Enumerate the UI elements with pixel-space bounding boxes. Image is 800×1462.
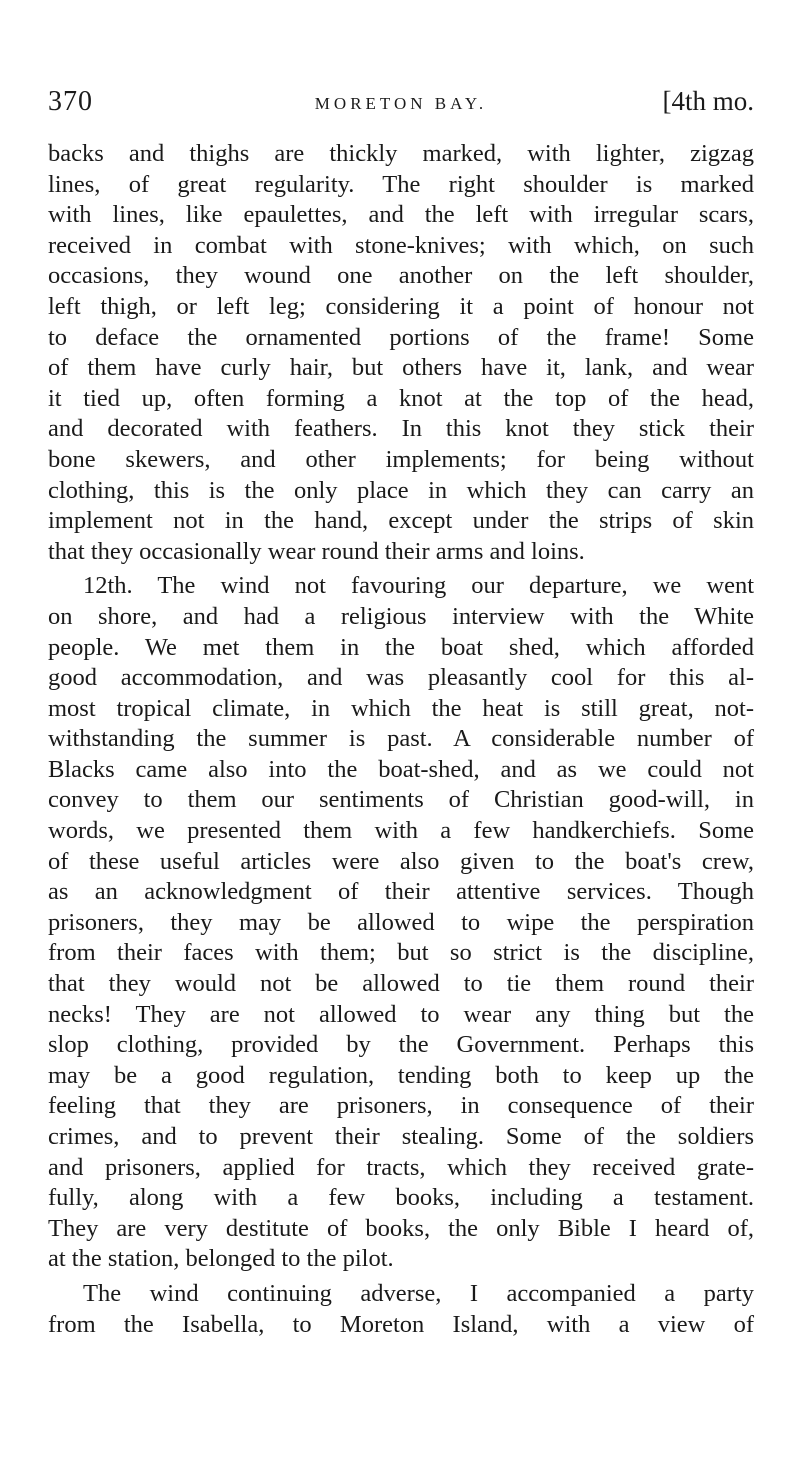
text-line: crimes, and to prevent their stealing. Some of the soldiers: [48, 1123, 754, 1150]
text-line: backs and thighs are thickly marked, with lighter, zigzag: [48, 140, 754, 167]
text-line: from their faces with them; but so strict is the discipline,: [48, 939, 754, 967]
text-line: prisoners, they may be allowed to wipe the perspiration: [48, 908, 754, 936]
text-line: The wind continuing adverse, I accompanied a party: [83, 1279, 754, 1307]
text-line: and prisoners, applied for tracts, which they received grate-: [48, 1153, 754, 1181]
text-line: that they occasionally wear round their arms and loins.: [48, 537, 585, 565]
text-line: good accommodation, and was pleasantly cool for this al-: [48, 664, 754, 692]
text-line: slop clothing, provided by the Government. Perhaps this: [48, 1031, 754, 1059]
text-line: and decorated with feathers. In this knot they stick their: [48, 415, 754, 443]
text-line: it tied up, often forming a knot at the top of the head,: [48, 384, 754, 412]
text-line: from the Isabella, to Moreton Island, with a view of: [48, 1310, 754, 1338]
text-line: implement not in the hand, except under the strips of skin: [48, 507, 754, 535]
text-line: Blacks came also into the boat-shed, and as we could not: [48, 755, 754, 783]
text-line: that they would not be allowed to tie them round their: [48, 970, 754, 998]
text-line: clothing, this is the only place in which they can carry an: [48, 476, 754, 504]
text-line: to deface the ornamented portions of the frame! Some: [48, 323, 754, 351]
text-line: bone skewers, and other implements; for being without: [48, 445, 754, 473]
section-marker: [4th mo.: [662, 86, 754, 116]
text-line: with lines, like epaulettes, and the left with irregular scars,: [48, 201, 754, 229]
paragraph-3: [48, 1279, 754, 1340]
text-line: people. We met them in the boat shed, which afforded: [48, 633, 754, 661]
text-line: at the station, belonged to the pilot.: [48, 1245, 394, 1273]
text-line: lines, of great regularity. The right shoulder is marked: [48, 170, 754, 198]
page-number: 370: [48, 86, 93, 117]
text-line: on shore, and had a religious interview with the White: [48, 602, 754, 630]
text-line: as an acknowledgment of their attentive services. Though: [48, 878, 754, 906]
text-line: most tropical climate, in which the heat is still great, not-: [48, 694, 754, 722]
text-line: of them have curly hair, but others have it, lank, and wear: [48, 354, 754, 382]
text-line: withstanding the summer is past. A considerable number of: [48, 725, 754, 753]
text-line: of these useful articles were also given to the boat's crew,: [48, 847, 754, 875]
text-line: words, we presented them with a few handkerchiefs. Some: [48, 817, 754, 845]
text-line: received in combat with stone-knives; with which, on such: [48, 231, 754, 259]
running-title: MORETON BAY.: [314, 94, 488, 113]
text-line: convey to them our sentiments of Christian good-will, in: [48, 786, 754, 814]
text-line: fully, along with a few books, including a testament.: [48, 1184, 754, 1212]
text-line: left thigh, or left leg; considering it a point of honour not: [48, 292, 754, 320]
paragraph-1: [48, 139, 754, 567]
text-line: feeling that they are prisoners, in consequence of their: [48, 1092, 754, 1120]
text-line: may be a good regulation, tending both to keep up the: [48, 1061, 754, 1089]
paragraph-2: [48, 571, 754, 1275]
text-line: necks! They are not allowed to wear any thing but the: [48, 1000, 754, 1028]
text-line: occasions, they wound one another on the left shoulder,: [48, 262, 754, 290]
page-header: [48, 86, 754, 122]
body-text: [48, 139, 754, 1340]
text-line: They are very destitute of books, the only Bible I heard of,: [48, 1214, 754, 1242]
text-line: 12th. The wind not favouring our departure, we went: [83, 572, 754, 600]
